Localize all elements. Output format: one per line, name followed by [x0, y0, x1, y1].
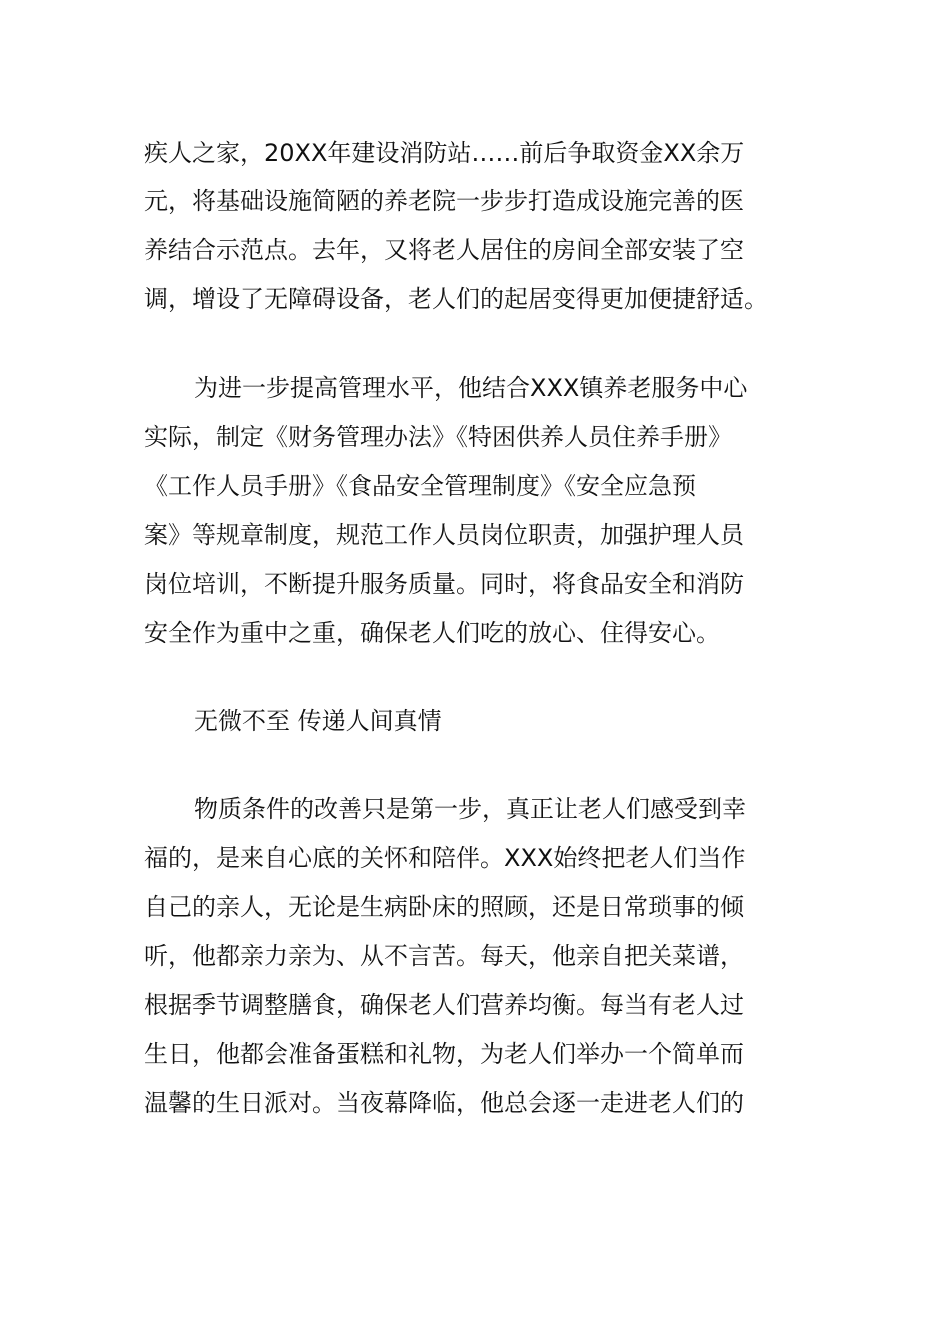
paragraph-2-line-6: 安全作为重中之重，确保老人们吃的放心、住得安心。: [144, 619, 720, 647]
paragraph-1-line-1: 疾人之家，20XX年建设消防站……前后争取资金XX余万: [144, 139, 745, 167]
section-heading: 无微不至 传递人间真情: [194, 707, 442, 735]
paragraph-2-line-2: 实际，制定《财务管理办法》《特困供养人员住养手册》: [144, 423, 732, 451]
paragraph-3-line-4: 听，他都亲力亲为、从不言苦。每天，他亲自把关菜谱，: [144, 942, 744, 970]
paragraph-2-line-4: 案》等规章制度，规范工作人员岗位职责，加强护理人员: [144, 521, 744, 549]
paragraph-2-line-1: 为进一步提高管理水平，他结合XXX镇养老服务中心: [194, 374, 748, 402]
paragraph-2-line-5: 岗位培训，不断提升服务质量。同时，将食品安全和消防: [144, 570, 744, 598]
paragraph-3-line-1: 物质条件的改善只是第一步，真正让老人们感受到幸: [194, 795, 746, 823]
paragraph-3-line-5: 根据季节调整膳食，确保老人们营养均衡。每当有老人过: [144, 991, 744, 1019]
paragraph-1-line-4: 调，增设了无障碍设备，老人们的起居变得更加便捷舒适。: [144, 285, 768, 313]
paragraph-1-line-2: 元，将基础设施简陋的养老院一步步打造成设施完善的医: [144, 187, 744, 215]
paragraph-3-line-7: 温馨的生日派对。当夜幕降临，他总会逐一走进老人们的: [144, 1089, 744, 1117]
paragraph-1-line-3: 养结合示范点。去年，又将老人居住的房间全部安装了空: [144, 236, 744, 264]
paragraph-3-line-3: 自己的亲人，无论是生病卧床的照顾，还是日常琐事的倾: [144, 893, 744, 921]
paragraph-3-line-2: 福的，是来自心底的关怀和陪伴。XXX始终把老人们当作: [144, 844, 746, 872]
paragraph-2-line-3: 《工作人员手册》《食品安全管理制度》《安全应急预: [144, 472, 696, 500]
paragraph-3-line-6: 生日，他都会准备蛋糕和礼物，为老人们举办一个简单而: [144, 1040, 744, 1068]
